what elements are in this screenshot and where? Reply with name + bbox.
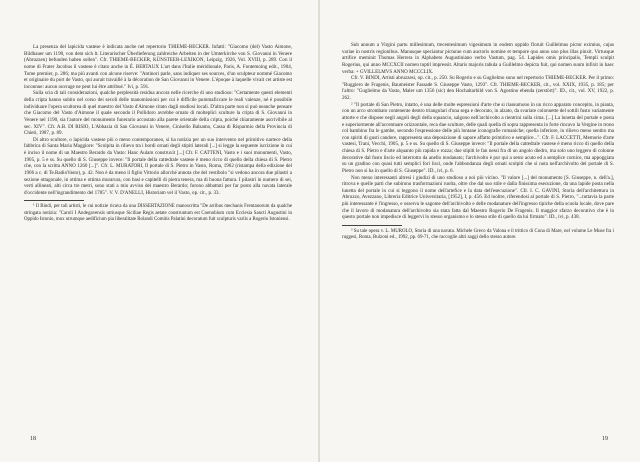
left-paragraph: Sulla scia di tali considerazioni, qualche perplessità residua ancora nelle ricerche di uno studioso: "Certamente questi elementi della cripta hanno subito nel corso dei secoli delle manomissioni per cui è difficile pummaficcare le reali valenze, né è possibile individuare l'opera scultorea di quel maestro del Vasto d'Aimone citato dagli studiosi locali. D'altra parte non si può neanche pensare che Giacomo del Vasto d'Aimone il quale secondo il Pollidoro avrebbe ornato di molteplici sculture la cripta di S. Giovanni in Venere nel 1190, sia l'autore del monumento funerario accostato alla parete orientale della cripta, poiché chiaramente ascrivibile al sec. XIV". Cfr. A.B. DI RISIO, L'Abbazia di San Giovanni in Venere, Cinisello Balsamo, Cassa di Risparmio della Provincia di Chieti, 1987, p. 89. <box>24 90 292 137</box>
left-paragraph: La presenza del lapicida vastese è indicata anche nel repertorio THIEME-BECKER. Infatti: "Giacomo (del) Vasto Aimone, Bildhauer um 1190, von dem sich lt. Literarischer Überlieferung zahlreiche Arbeiten in der Umterkirche von S. Giovanni in Venere (Abruzzen) befunden haben sollen". Cfr. THIEME-BECKER, KÜNSTEER-LEXIKON, Leipzig, 1926, Vol. XVIII, p. 289. Con il nome di Frater Jacobus il vastese è citato anche in É. BERTAUX L'art dans l'Italie méridionale, Paris, A. Fontemoing edit., 1904, Tome premier, p. 286; ma più avanti con alcune riserve: "Antinori parle, sans indiquer ses sources, d'un sculpteur nommé Giacomo et originaire du port de Vasto, qui aurait travaillé à la décoration de San Giovanni in Venere. L'époque à laquelle vivait cet artiste est inconnue: aucun ouvrage ne peut lui être attribué." Ivi, p. 591. <box>24 44 292 90</box>
page-number-right: 19 <box>602 436 608 442</box>
left-footnote: ¹ Il Bindi, per tali artisti, le cui notizie ricava da una DISSERTAZIONE manoscritta "De arribus mechanis Frentanorum da qualche stringata notizia: "Caroli I Andegavensis utriusque Siciliae Regis aetate construntum est Coenobium cum Ecclesia Sancti Augustini in Oppido Istonio, mox utrumque aedificium pia liberalitate Rolandi Comitis Palatini decoratum fuit sculpturis variis a Rogerio Istoniensi. <box>24 204 292 223</box>
left-text-column <box>24 44 292 224</box>
right-paragraph: Cfr. V. BINDI, Artisti abruzzesi, op. cit., p. 250. Su Rogerio e su Guglielmo sono nel repertorio THIEME-BECKER. Per il primo: "Ruggiero de Fragenis, Baumeister Fassade S. Giuseppe Vasto, 1293". Cfr. THIEME-BECKER, cit., vol. XXIX, 1935, p. 185; per l'altro: "Guglielmo da Vasto, Maler um 1356 (sic) den Hochaltarbild von S. Agostino ebenda (zerstört)". ID., cit., vol. XV, 1922, p. 262. <box>342 75 614 101</box>
left-paragraph: Di altro scultore, o lapicida vastese più o meno contemporaneo, si ha notizia per un suo intervento nel primitivo nartece della fabbrica di Santa Maria Maggiore: "Scolpita in rilievo tra i bordi ornati degli stipiti laterali [...] si legge la seguente iscrizione in cui è inciso il nome di un Maestro Berardo da Vasto: Hanc Aulam construxit [...] Cfr. F. CATTENI, Vasto e i suoi monumenti, Vasto, 1905, p. 5 e ss. Su quello di S. Giuseppe invece: "Il portale della cattedrale vastese è meno ricco di quello della chiesa di S. Pietro che, con la scritta ANNO 1260 [...]". Cfr. L. MURATORI, Il portale di S. Pietro in Vasto, Roma, 1962 (ristampa della edizione del 1906 a c. di Te.RadioVasto), p. 42. Non è da meno il figlio Vittorio allorché annota che del vestibolo "si vedono ancora due pilastri a sezione ottagonale, in ottima e ottima murarura, con basi e capitelli di pietra tenera, ma di buona fattura. I pilastri in numero di sei, verti allineati, alti circa tre metri, sono stati a mio avviso del maestro Berardo; furono abbattuti per far posto alla navata laterale d'occidente nell'ingrandimento del 1785". V. V. D'ANELLI, Historiam vel il Vasto, op. cit., p. 33. <box>24 136 292 196</box>
footnote-rule <box>342 225 402 226</box>
right-paragraph: Non meno interessanti altresì i giudizi di uno studioso a noi più vicino. "Il valore [...] del monumento [S. Giuseppe, n. dell'a.], ritrova e quelle parti che subirono trasformazioni ruolta, oltre che dal suo stile e dalla finissima esecuzione, da una lapide posta nella lunetta del portale in cui si leggono il nome dell'artefice e la data dell'esecuzione". Cfr. I. C. GAVINI, Storia dell'architettura in Abruzzo, Avezzano, Libreria Editrice Universitaria, [1952], I, p. 456. Ed inoltre, riferendosi al portale di S. Pietro, "...tuttavia la parte più interessante è l'ingresso, e osserva le sagome dell'archivolto e delle modanature dell'ingresso tipiche della scuola locale, dove pare che il lavoro di modanatura dell'archivolto sia stata fatta dal Maestro Rogerio De Fragenis. Il maggior sfarzo decorativo che è in questo portale non impedisce di leggervi lo stesso organismo e lo stesso stile di quello da lui firmato". ID., ivi, p. 438. <box>342 174 614 221</box>
footnote-rule <box>24 200 84 201</box>
right-text-column <box>342 42 614 242</box>
right-footnote: ³ Su tale opera v. L. MUROLO, Storia di una navata. Michele Greco da Valona e il trittico di Cona di Mare, nel volume Le Muse fra i ruggesi, Roma, Bulzoni ed., 1992, pp. 69-71, che raccoglie altri saggi dello stesso autore. <box>342 228 614 241</box>
page-number-left: 18 <box>30 436 36 442</box>
right-paragraph: Sub annum a Virgini partu millesimum, trecentesimum vigesimum in eodem oppido floruit Guillelmus pictor eximius, cujus variae in nostris regionibus. Manusque speciantur picturae cum auctoris nomine et tempore quo anno uno plus illas pinxit. Virtusque artifice meminit Thomas Herrera in Alphabeto Augustiniano verbo Vastum, pag. 54. Lapides omis principalis, Templi sculpit Rogerius, qui anno MCCXCII nomen tuptil impressit. Altaris majoris tabula a Guillelmo depicta fuit, qui nomen suum infixit in haec verba: + GVILLELMVS ANNO MCCCLIX. <box>342 42 614 75</box>
right-paragraph: ² "Il portale di San Pietro, intatto, è una delle molte espressioni d'arte che si riassumono in un ricco apparato concepito, in pianta, con un arco strombato contenente dentro triangolari d'una sega e decorato, in alzato, da svariate colonnette del sottili fusto variamente attorte e che dispose negli angoli degli della squancio, salgono nell'archivolto a rientrini sulla cima. [...] La lunetta del portale e posta e superiormente all'accentuare orizzontale, reca due sculture, delle quali quella di sopra rappresenta in forte rincavo la Vergine in trono col bambino fra le gambe, secondo l'espressione delle più lontane iconografie romaniche; quella inferiore, in rilievo meno sentito ma con spiriti di gusti candore, rappresenta una deposizione di sapore affatto primitivo e semplice...". Cfr. F. LACCETTI, Memorie d'arte vastesi, Trani, Vecchi, 1905, p. 5 e ss. Su quello di S. Giuseppe invece: "Il portale della cattedrale vastese è meno ricco di quello della chiesa di S. Pietro e d'arte alquanto più rapida e rozza; due stipiti le fan nessi fra di un angolo diedro, ma solo uno leggero di colonne decorative dal fusto liscio ed interrotto da anello modanato; l'archivolto è pur qui a sesto acuto ed a semplice cornice, ma appoggiata su un gradino con quasi tutti semplici fori lisci, onde l'abbondanza degli ornati scolpiti che si nota nell'archivolto del portale di S. Pietro non si ha in quello di S. Giuseppe". ID., ivi, p. 6. <box>342 101 614 174</box>
